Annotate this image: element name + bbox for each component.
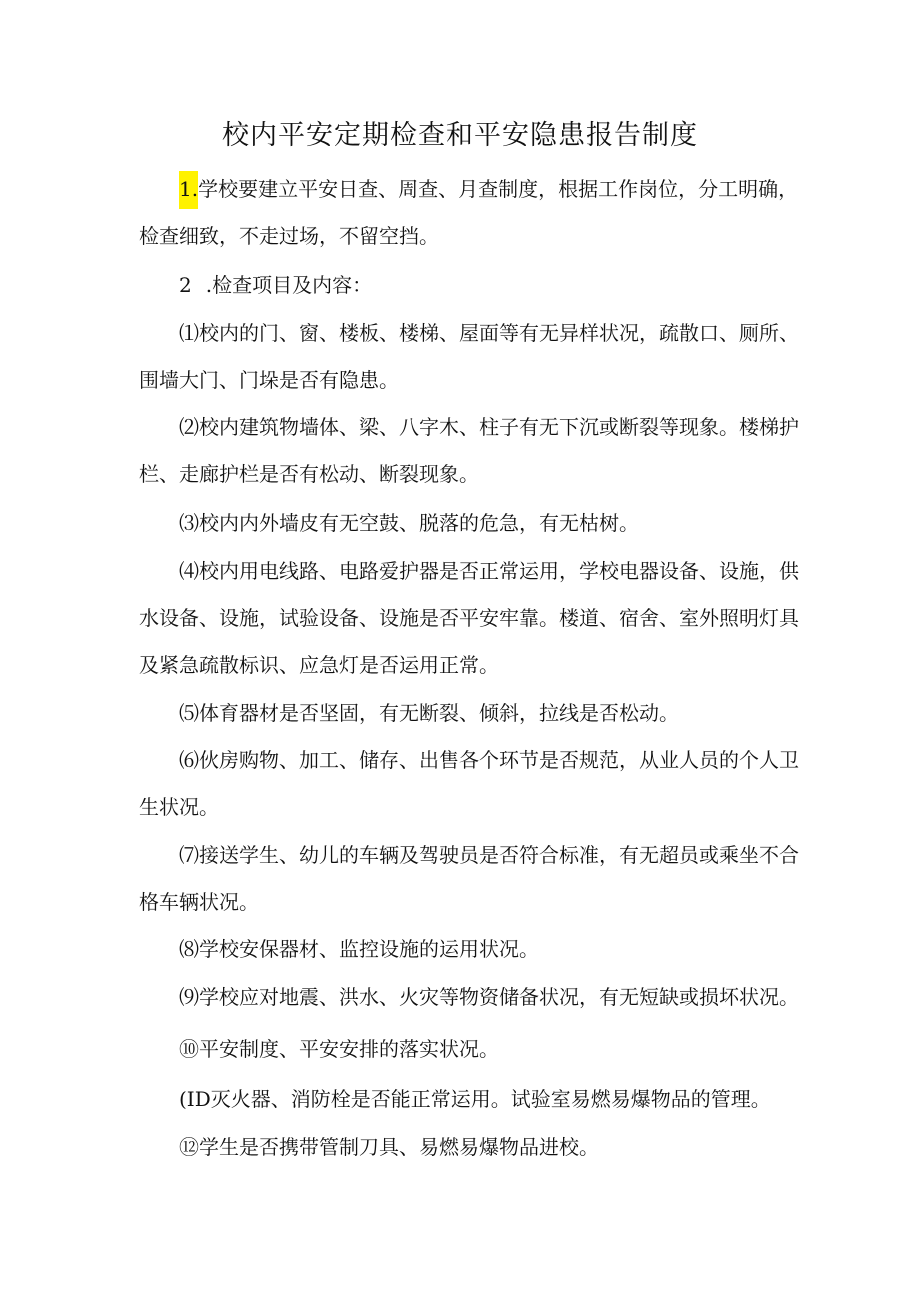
item-number: ⑸	[179, 701, 199, 725]
item-number: ⑼	[179, 985, 199, 1009]
checklist-item-11	[139, 1076, 809, 1123]
item-number: ⑴	[179, 321, 199, 345]
item-number: ⑩	[179, 1037, 199, 1061]
paragraph-text: 校内内外墙皮有无空鼓、脱落的危急，有无枯树。	[199, 511, 639, 535]
checklist-item-5	[139, 690, 809, 737]
checklist-item-7	[139, 832, 809, 926]
item-number: ⑻	[179, 937, 199, 961]
paragraph-text: .检查项目及内容：	[205, 273, 373, 297]
checklist-item-2	[139, 404, 809, 498]
checklist-item-9	[139, 974, 809, 1021]
item-number: ⑵	[179, 415, 199, 439]
paragraph-text: 校内的门、窗、楼板、楼梯、屋面等有无异样状况，疏散口、厕所、围墙大门、门垛是否有隐患。	[139, 321, 799, 392]
paragraph-text: 校内用电线路、电路爱护器是否正常运用，学校电器设备、设施，供水设备、设施，试验设备、设施是否平安牢靠。楼道、宿舍、室外照明灯具及紧急疏散标识、应急灯是否运用正常。	[139, 559, 799, 677]
checklist-item-1	[139, 310, 809, 404]
item-number: 2	[179, 273, 192, 297]
paragraph-2	[139, 262, 809, 309]
paragraph-text: 体育器材是否坚固，有无断裂、倾斜，拉线是否松动。	[199, 701, 679, 725]
paragraph-text: 平安制度、平安安排的落实状况。	[199, 1037, 499, 1061]
checklist-item-12	[139, 1124, 809, 1171]
paragraph-text: 学校应对地震、洪水、火灾等物资储备状况，有无短缺或损坏状况。	[199, 985, 799, 1009]
item-number: ⑹	[179, 748, 199, 772]
paragraph-text: 学生是否携带管制刀具、易燃易爆物品进校。	[199, 1135, 599, 1159]
paragraph-text: 接送学生、幼儿的车辆及驾驶员是否符合标准，有无超员或乘坐不合格车辆状况。	[139, 843, 799, 914]
checklist-item-10	[139, 1026, 809, 1073]
checklist-item-6	[139, 737, 809, 831]
paragraph-text: 学校要建立平安日查、周查、月查制度，根据工作岗位，分工明确，检查细致，不走过场，不留空挡。	[139, 177, 799, 248]
checklist-item-8	[139, 926, 809, 973]
paragraph-text: 校内建筑物墙体、梁、八字木、柱子有无下沉或断裂等现象。楼梯护栏、走廊护栏是否有松动、断裂现象。	[139, 415, 799, 486]
item-number: ⑷	[179, 559, 199, 583]
item-number: ⑫	[179, 1135, 199, 1159]
paragraph-text: 伙房购物、加工、储存、出售各个环节是否规范，从业人员的个人卫生状况。	[139, 748, 799, 819]
checklist-item-4	[139, 548, 809, 689]
paragraph-text: 灭火器、消防栓是否能正常运用。试验室易燃易爆物品的管理。	[210, 1087, 771, 1111]
item-number: ⑶	[179, 511, 199, 535]
checklist-item-3	[139, 500, 809, 547]
item-number: (ID	[179, 1087, 211, 1111]
item-number-highlighted: 1.	[179, 171, 198, 209]
paragraph-1	[139, 166, 809, 260]
item-number: ⑺	[179, 843, 199, 867]
document-title: 校内平安定期检查和平安隐患报告制度	[222, 120, 698, 151]
paragraph-text: 学校安保器材、监控设施的运用状况。	[199, 937, 539, 961]
